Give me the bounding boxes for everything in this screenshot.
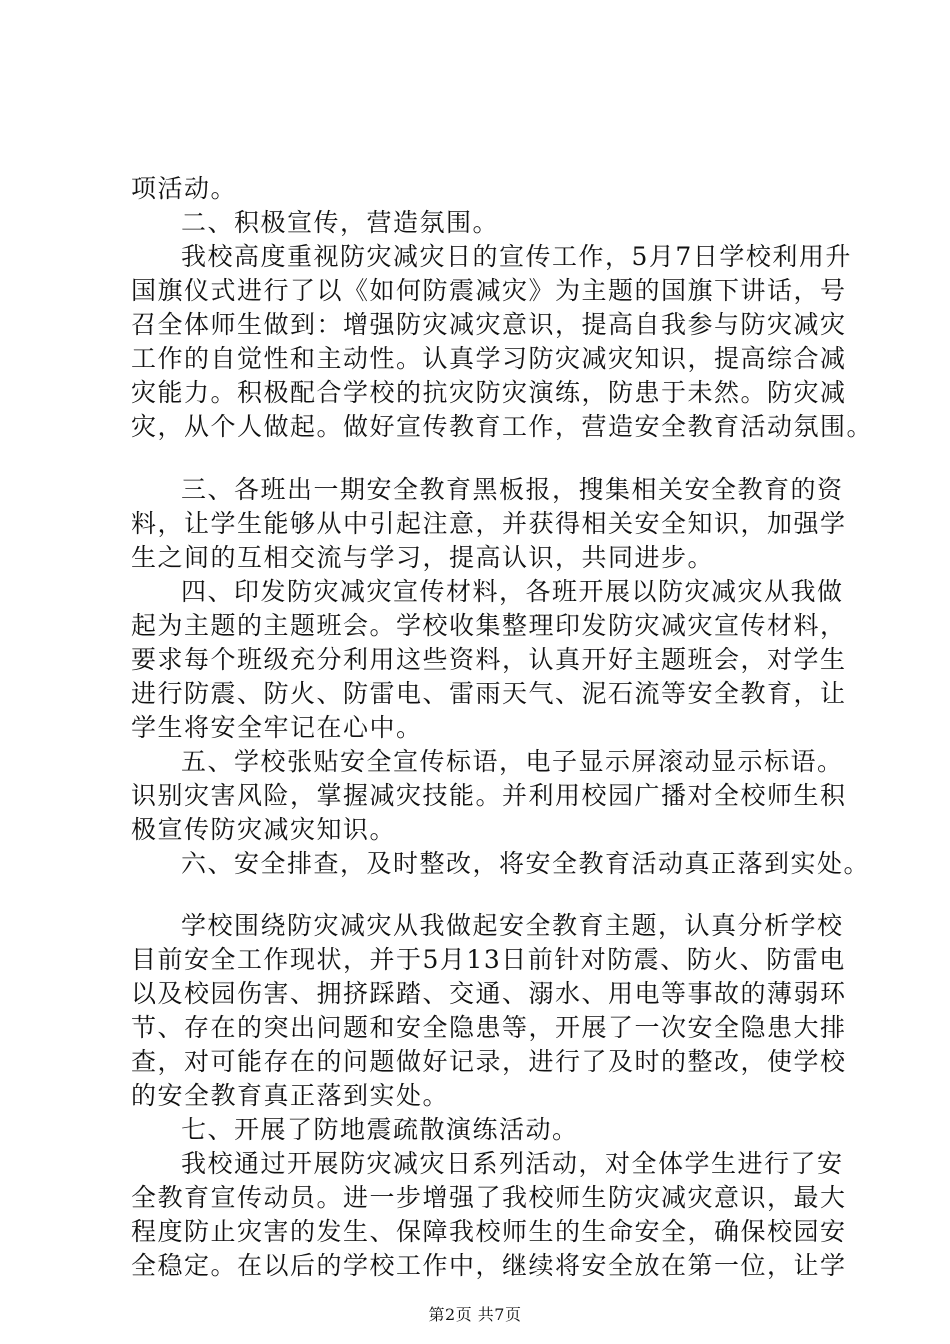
text-line: 以及校园伤害、拥挤踩踏、交通、溺水、用电等事故的薄弱环	[131, 979, 847, 1008]
text-line: 识别灾害风险，掌握减灾技能。并利用校园广播对全校师生积	[131, 781, 847, 810]
text-line: 生之间的互相交流与学习，提高认识，共同进步。	[131, 543, 715, 572]
text-line: 程度防止灾害的发生、保障我校师生的生命安全，确保校园安	[131, 1217, 847, 1246]
section-heading: 四、印发防灾减灾宣传材料，各班开展以防灾减灾从我做	[181, 577, 844, 606]
section-heading: 三、各班出一期安全教育黑板报，搜集相关安全教育的资	[181, 475, 844, 504]
text-line: 目前安全工作现状，并于5月13日前针对防震、防火、防雷电	[131, 945, 846, 974]
text-line: 学生将安全牢记在心中。	[131, 713, 423, 742]
section-heading: 六、安全排查，及时整改，将安全教育活动真正落到实处。	[181, 849, 871, 878]
page-indicator: 第2页 共7页	[428, 1305, 522, 1324]
section-heading: 二、积极宣传，营造氛围。	[181, 208, 500, 237]
section-heading: 五、学校张贴安全宣传标语，电子显示屏滚动显示标语。	[181, 747, 844, 776]
text-line: 料，让学生能够从中引起注意，并获得相关安全知识，加强学	[131, 509, 847, 538]
text-line: 查，对可能存在的问题做好记录，进行了及时的整改，使学校	[131, 1047, 847, 1076]
text-line: 全稳定。在以后的学校工作中，继续将安全放在第一位，让学	[131, 1251, 847, 1280]
text-line: 召全体师生做到：增强防灾减灾意识，提高自我参与防灾减灾	[131, 310, 847, 339]
text-line: 进行防震、防火、防雷电、雷雨天气、泥石流等安全教育，让	[131, 679, 847, 708]
text-line: 灾能力。积极配合学校的抗灾防灾演练，防患于未然。防灾减	[131, 378, 847, 407]
text-line: 我校高度重视防灾减灾日的宣传工作，5月7日学校利用升	[181, 242, 852, 271]
text-line: 学校围绕防灾减灾从我做起安全教育主题，认真分析学校	[181, 911, 844, 940]
text-line: 工作的自觉性和主动性。认真学习防灾减灾知识，提高综合减	[131, 344, 847, 373]
text-line: 节、存在的突出问题和安全隐患等，开展了一次安全隐患大排	[131, 1013, 847, 1042]
text-line: 起为主题的主题班会。学校收集整理印发防灾减灾宣传材料，	[131, 611, 847, 640]
section-heading: 七、开展了防地震疏散演练活动。	[181, 1115, 579, 1144]
text-line: 国旗仪式进行了以《如何防震减灾》为主题的国旗下讲话，号	[131, 276, 847, 305]
text-line: 极宣传防灾减灾知识。	[131, 815, 397, 844]
text-line: 要求每个班级充分利用这些资料，认真开好主题班会，对学生	[131, 645, 847, 674]
text-line: 全教育宣传动员。进一步增强了我校师生防灾减灾意识，最大	[131, 1183, 847, 1212]
text-line: 灾，从个人做起。做好宣传教育工作，营造安全教育活动氛围。	[131, 412, 874, 441]
text-line: 项活动。	[131, 174, 238, 203]
text-line: 我校通过开展防灾减灾日系列活动，对全体学生进行了安	[181, 1149, 844, 1178]
text-line: 的安全教育真正落到实处。	[131, 1081, 450, 1110]
